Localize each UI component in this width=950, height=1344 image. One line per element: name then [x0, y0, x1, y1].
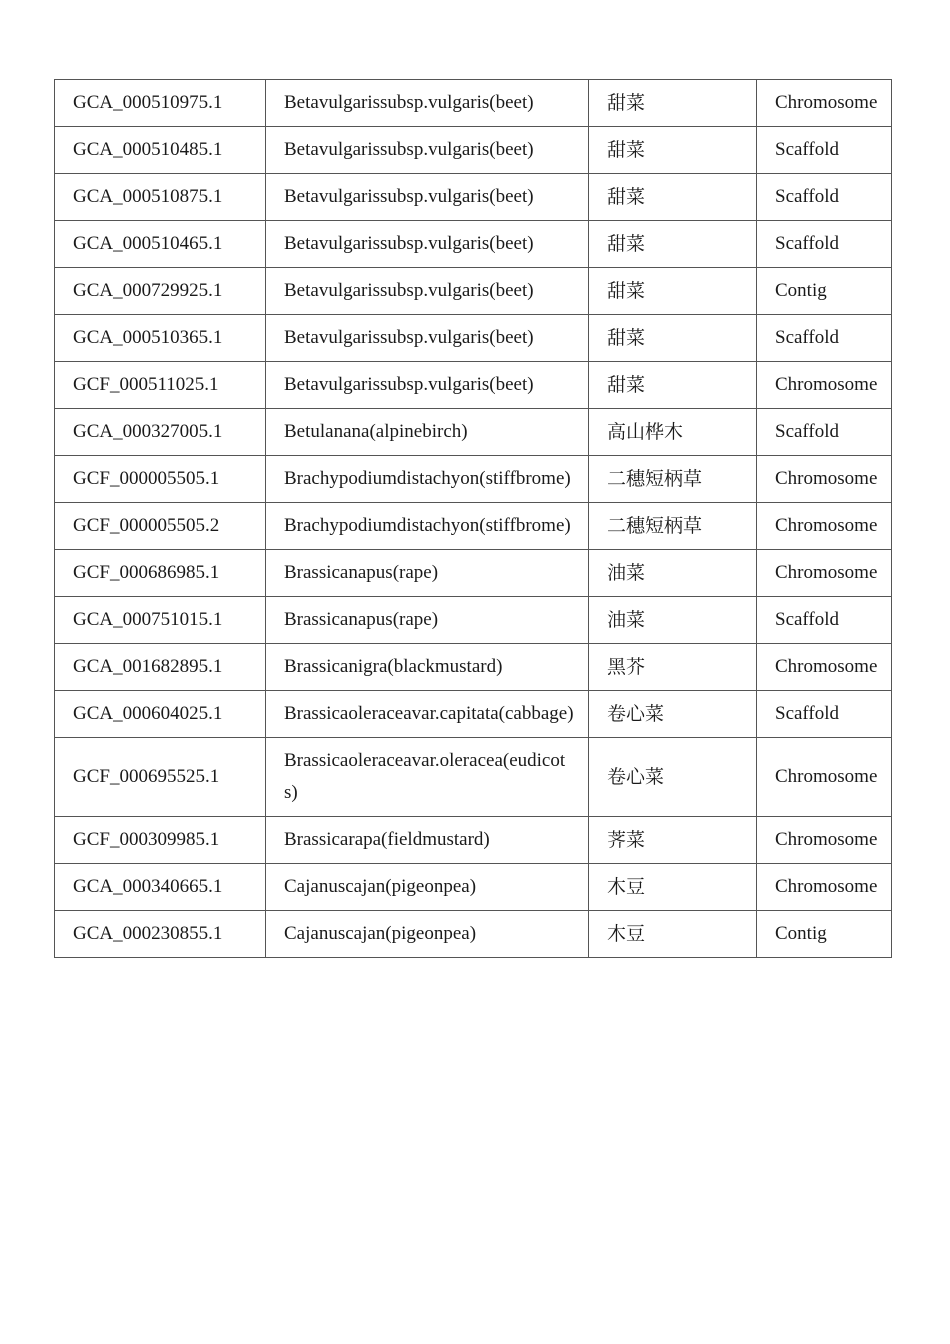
genome-assembly-table — [54, 79, 892, 958]
table-row — [55, 362, 892, 409]
table-row — [55, 315, 892, 362]
table-row — [55, 127, 892, 174]
accession-cell: GCF_000309985.1 — [55, 817, 266, 864]
organism-cell: Cajanuscajan(pigeonpea) — [266, 864, 589, 911]
accession-cell: GCF_000005505.1 — [55, 456, 266, 503]
accession-cell: GCA_000604025.1 — [55, 691, 266, 738]
chinese-name-cell: 卷心菜 — [589, 738, 757, 817]
chinese-name-cell: 甜菜 — [589, 362, 757, 409]
table-row — [55, 691, 892, 738]
assembly-level-cell: Scaffold — [757, 174, 892, 221]
chinese-name-cell: 甜菜 — [589, 268, 757, 315]
organism-cell: Brachypodiumdistachyon(stiffbrome) — [266, 503, 589, 550]
accession-cell: GCA_001682895.1 — [55, 644, 266, 691]
table-row — [55, 503, 892, 550]
accession-cell: GCA_000510975.1 — [55, 80, 266, 127]
organism-cell: Brassicaoleraceavar.capitata(cabbage) — [266, 691, 589, 738]
accession-cell: GCA_000729925.1 — [55, 268, 266, 315]
table-row — [55, 911, 892, 958]
organism-cell: Betavulgarissubsp.vulgaris(beet) — [266, 80, 589, 127]
table-row — [55, 174, 892, 221]
chinese-name-cell: 甜菜 — [589, 315, 757, 362]
chinese-name-cell: 甜菜 — [589, 80, 757, 127]
accession-cell: GCF_000695525.1 — [55, 738, 266, 817]
table-row — [55, 550, 892, 597]
organism-cell: Betavulgarissubsp.vulgaris(beet) — [266, 174, 589, 221]
accession-cell: GCA_000510365.1 — [55, 315, 266, 362]
table-row — [55, 864, 892, 911]
assembly-level-cell: Contig — [757, 911, 892, 958]
table-row — [55, 456, 892, 503]
chinese-name-cell: 黑芥 — [589, 644, 757, 691]
chinese-name-cell: 荠菜 — [589, 817, 757, 864]
document-page — [54, 79, 891, 958]
assembly-level-cell: Chromosome — [757, 817, 892, 864]
organism-cell: Betulanana(alpinebirch) — [266, 409, 589, 456]
organism-cell: Betavulgarissubsp.vulgaris(beet) — [266, 315, 589, 362]
table-row — [55, 738, 892, 817]
accession-cell: GCA_000510875.1 — [55, 174, 266, 221]
chinese-name-cell: 甜菜 — [589, 174, 757, 221]
accession-cell: GCA_000340665.1 — [55, 864, 266, 911]
table-row — [55, 80, 892, 127]
accession-cell: GCF_000511025.1 — [55, 362, 266, 409]
chinese-name-cell: 木豆 — [589, 864, 757, 911]
assembly-level-cell: Chromosome — [757, 738, 892, 817]
assembly-level-cell: Scaffold — [757, 597, 892, 644]
table-row — [55, 644, 892, 691]
table-row — [55, 221, 892, 268]
accession-cell: GCF_000005505.2 — [55, 503, 266, 550]
table-row — [55, 597, 892, 644]
chinese-name-cell: 甜菜 — [589, 221, 757, 268]
table-body — [55, 80, 892, 958]
assembly-level-cell: Scaffold — [757, 221, 892, 268]
organism-cell: Cajanuscajan(pigeonpea) — [266, 911, 589, 958]
table-row — [55, 817, 892, 864]
assembly-level-cell: Scaffold — [757, 691, 892, 738]
accession-cell: GCF_000686985.1 — [55, 550, 266, 597]
organism-cell: Brassicanapus(rape) — [266, 597, 589, 644]
accession-cell: GCA_000751015.1 — [55, 597, 266, 644]
table-row — [55, 268, 892, 315]
organism-cell: Brachypodiumdistachyon(stiffbrome) — [266, 456, 589, 503]
organism-cell: Brassicaoleraceavar.oleracea(eudicots) — [266, 738, 589, 817]
chinese-name-cell: 油菜 — [589, 597, 757, 644]
chinese-name-cell: 木豆 — [589, 911, 757, 958]
accession-cell: GCA_000510465.1 — [55, 221, 266, 268]
organism-cell: Betavulgarissubsp.vulgaris(beet) — [266, 127, 589, 174]
assembly-level-cell: Scaffold — [757, 315, 892, 362]
assembly-level-cell: Chromosome — [757, 864, 892, 911]
assembly-level-cell: Chromosome — [757, 362, 892, 409]
accession-cell: GCA_000230855.1 — [55, 911, 266, 958]
organism-cell: Betavulgarissubsp.vulgaris(beet) — [266, 221, 589, 268]
assembly-level-cell: Chromosome — [757, 503, 892, 550]
chinese-name-cell: 二穗短柄草 — [589, 503, 757, 550]
assembly-level-cell: Scaffold — [757, 127, 892, 174]
chinese-name-cell: 二穗短柄草 — [589, 456, 757, 503]
assembly-level-cell: Chromosome — [757, 644, 892, 691]
organism-cell: Brassicanigra(blackmustard) — [266, 644, 589, 691]
chinese-name-cell: 卷心菜 — [589, 691, 757, 738]
assembly-level-cell: Chromosome — [757, 550, 892, 597]
organism-cell: Brassicanapus(rape) — [266, 550, 589, 597]
organism-cell: Brassicarapa(fieldmustard) — [266, 817, 589, 864]
organism-cell: Betavulgarissubsp.vulgaris(beet) — [266, 268, 589, 315]
chinese-name-cell: 油菜 — [589, 550, 757, 597]
organism-cell: Betavulgarissubsp.vulgaris(beet) — [266, 362, 589, 409]
assembly-level-cell: Chromosome — [757, 456, 892, 503]
chinese-name-cell: 甜菜 — [589, 127, 757, 174]
assembly-level-cell: Chromosome — [757, 80, 892, 127]
chinese-name-cell: 高山桦木 — [589, 409, 757, 456]
table-row — [55, 409, 892, 456]
assembly-level-cell: Contig — [757, 268, 892, 315]
assembly-level-cell: Scaffold — [757, 409, 892, 456]
accession-cell: GCA_000327005.1 — [55, 409, 266, 456]
accession-cell: GCA_000510485.1 — [55, 127, 266, 174]
